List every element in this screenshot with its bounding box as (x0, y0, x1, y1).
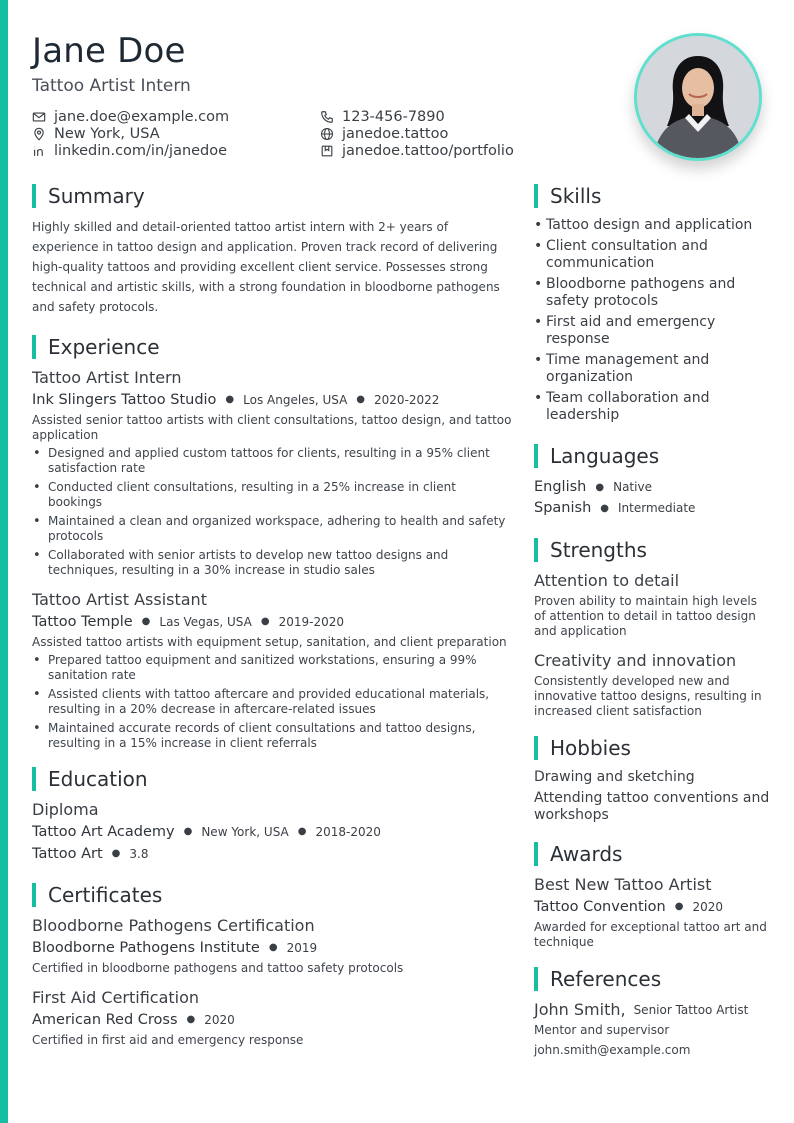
separator-dot: ● (260, 616, 270, 627)
job-location: Los Angeles, USA (243, 393, 348, 407)
language-level: Native (613, 480, 652, 494)
certificate-description: Certified in first aid and emergency response (32, 1033, 304, 1047)
summary-heading-label: Summary (48, 184, 145, 208)
certificate-name: First Aid Certification (32, 988, 200, 1007)
separator-dot: ● (356, 394, 366, 405)
job-meta (32, 612, 512, 632)
separator-dot: ● (225, 394, 235, 405)
skill-item: • Tattoo design and application (534, 217, 770, 234)
strengths-heading (534, 538, 770, 562)
field-of-study: Tattoo Art (32, 846, 103, 862)
separator-dot: ● (595, 482, 605, 493)
skills-heading (534, 184, 770, 208)
award-description: Awarded for exceptional tattoo art and technique (534, 920, 767, 949)
education-dates: 2018-2020 (315, 825, 381, 839)
achievement-item: • Assisted clients with tattoo aftercare and provided educational materials, resulting in a 20% decrease in aftercare-related issues (32, 687, 512, 717)
summary-text: Highly skilled and detail-oriented tattoo artist intern with 2+ years of experience in tattoo design and application. Proven track record of delivering high-quality tattoos and providing excellent client service. Possesses strong technical and artistic skills, with a strong foundation in bloodborne pathogens and safety protocols. (32, 220, 500, 314)
certificate-issuer: Bloodborne Pathogens Institute (32, 940, 260, 956)
profile-photo (634, 33, 762, 161)
job-achievements (32, 446, 512, 578)
skills-heading-label: Skills (550, 184, 602, 208)
section-marker (32, 883, 36, 907)
certificate-issuer: American Red Cross (32, 1012, 178, 1028)
separator-dot: ● (111, 848, 121, 859)
section-marker (32, 335, 36, 359)
separator-dot: ● (600, 503, 609, 514)
contact-website-text: janedoe.tattoo (342, 125, 449, 142)
languages-heading (534, 444, 770, 468)
section-marker (534, 967, 538, 991)
education-meta (32, 822, 512, 842)
skill-item: • Bloodborne pathogens and safety protocols (534, 276, 770, 310)
school-location: New York, USA (201, 825, 289, 839)
contact-linkedin-text: linkedin.com/in/janedoe (54, 142, 228, 159)
hobbies-heading-label: Hobbies (550, 736, 631, 760)
job-dates: 2020-2022 (374, 393, 440, 407)
summary-heading (32, 184, 512, 208)
strength-title: Attention to detail (534, 571, 680, 590)
languages-heading-label: Languages (550, 444, 660, 468)
contact-linkedin[interactable] (32, 142, 227, 159)
job-location: Las Vegas, USA (159, 615, 252, 629)
contact-portfolio[interactable] (320, 142, 514, 159)
achievement-item: • Maintained a clean and organized workspace, adhering to health and safety protocols (32, 514, 512, 544)
skill-item: • Team collaboration and leadership (534, 390, 770, 424)
achievement-item: • Maintained accurate records of client consultations and tattoo designs, resulting in a 15% increase in client referrals (32, 721, 512, 751)
experience-entry (32, 368, 512, 578)
separator-dot: ● (183, 826, 193, 837)
education-heading-label: Education (48, 767, 148, 791)
certificate-year: 2019 (286, 941, 318, 955)
strength-item (534, 571, 770, 639)
school-name: Tattoo Art Academy (32, 824, 175, 840)
reference-role: Senior Tattoo Artist (633, 1003, 749, 1017)
section-marker (534, 184, 538, 208)
map-pin-icon (32, 127, 46, 141)
job-meta (32, 390, 512, 410)
references-heading-label: References (550, 967, 662, 991)
company-name: Ink Slingers Tattoo Studio (32, 392, 217, 408)
sidebar-column (534, 184, 770, 1060)
hobbies-heading (534, 736, 770, 760)
contact-website[interactable] (320, 125, 448, 142)
gpa: 3.8 (129, 847, 149, 861)
awards-heading (534, 842, 770, 866)
achievement-item: • Prepared tattoo equipment and sanitized workstations, ensuring a 99% sanitation rate (32, 653, 512, 683)
skill-item: • Time management and organization (534, 352, 770, 386)
certificate-description: Certified in bloodborne pathogens and tattoo safety protocols (32, 961, 404, 975)
contact-location-text: New York, USA (54, 125, 160, 142)
achievement-item: • Conducted client consultations, resulting in a 25% increase in client bookings (32, 480, 512, 510)
strength-item (534, 651, 770, 719)
job-description: Assisted tattoo artists with equipment setup, sanitation, and client preparation (32, 635, 507, 649)
accent-bar (0, 0, 8, 1123)
hobby-item: Drawing and sketching (534, 769, 695, 785)
reference-relation: Mentor and supervisor (534, 1023, 670, 1037)
contact-phone[interactable] (320, 108, 445, 125)
awards-heading-label: Awards (550, 842, 623, 866)
certificate-year: 2020 (204, 1013, 235, 1027)
job-title: Tattoo Artist Assistant (32, 590, 207, 609)
language-item (534, 477, 770, 498)
contact-email[interactable] (32, 108, 229, 125)
skill-item: • Client consultation and communication (534, 238, 770, 272)
certificates-heading-label: Certificates (48, 883, 163, 907)
education-field-row (32, 844, 512, 864)
contact-phone-text: 123-456-7890 (342, 108, 445, 125)
reference-email[interactable]: john.smith@example.com (534, 1043, 691, 1057)
reference-entry (534, 1000, 770, 1060)
company-name: Tattoo Temple (32, 614, 133, 630)
candidate-title: Tattoo Artist Intern (32, 76, 191, 96)
phone-icon (320, 110, 334, 124)
certificate-name: Bloodborne Pathogens Certification (32, 916, 315, 935)
strength-title: Creativity and innovation (534, 651, 737, 670)
contact-location (32, 125, 160, 142)
job-dates: 2019-2020 (278, 615, 345, 629)
degree: Diploma (32, 800, 99, 819)
award-title: Best New Tattoo Artist (534, 875, 712, 894)
language-item (534, 498, 770, 519)
section-marker (32, 184, 36, 208)
job-achievements (32, 653, 512, 751)
candidate-name: Jane Doe (32, 31, 186, 71)
certificate-meta (32, 938, 512, 958)
education-entry (32, 800, 512, 864)
language-level: Intermediate (618, 501, 696, 515)
award-entry (534, 875, 770, 950)
section-marker (534, 736, 538, 760)
achievement-item: • Collaborated with senior artists to develop new tattoo designs and techniques, resulting in a 30% increase in studio sales (32, 548, 512, 578)
language-name: English (534, 479, 587, 495)
certificate-entry (32, 988, 512, 1050)
separator-dot: ● (268, 942, 278, 953)
section-marker (534, 842, 538, 866)
award-meta (534, 897, 770, 917)
resume-header (32, 30, 632, 160)
job-title: Tattoo Artist Intern (32, 368, 182, 387)
contact-portfolio-text: janedoe.tattoo/portfolio (342, 142, 514, 159)
award-year: 2020 (692, 900, 723, 914)
linkedin-icon (32, 144, 46, 158)
certificates-heading (32, 883, 512, 907)
separator-dot: ● (297, 826, 307, 837)
separator-dot: ● (674, 901, 684, 912)
hobby-item: Attending tattoo conventions and workshops (534, 790, 770, 823)
contact-email-text: jane.doe@example.com (54, 108, 230, 125)
section-marker (32, 767, 36, 791)
globe-icon (320, 127, 334, 141)
reference-header (534, 1000, 770, 1020)
skills-list (534, 217, 770, 424)
contact-list (32, 108, 632, 160)
separator-dot: ● (141, 616, 151, 627)
main-column (32, 184, 512, 1050)
strength-description: Consistently developed new and innovative tattoo designs, resulting in increased client satisfaction (534, 674, 762, 718)
experience-entry (32, 590, 512, 751)
experience-heading-label: Experience (48, 335, 160, 359)
achievement-item: • Designed and applied custom tattoos for clients, resulting in a 95% client satisfaction rate (32, 446, 512, 476)
reference-name: John Smith, (534, 1000, 626, 1019)
mail-icon (32, 110, 46, 124)
section-marker (534, 538, 538, 562)
bookmark-icon (320, 144, 334, 158)
certificate-meta (32, 1010, 512, 1030)
certificate-entry (32, 916, 512, 978)
skill-item: • First aid and emergency response (534, 314, 770, 348)
job-description: Assisted senior tattoo artists with client consultations, tattoo design, and tattoo application (32, 413, 512, 442)
strengths-heading-label: Strengths (550, 538, 647, 562)
award-issuer: Tattoo Convention (534, 899, 666, 915)
separator-dot: ● (186, 1014, 196, 1025)
references-heading (534, 967, 770, 991)
strength-description: Proven ability to maintain high levels of attention to detail in tattoo design and application (534, 594, 757, 638)
education-heading (32, 767, 512, 791)
section-marker (534, 444, 538, 468)
avatar-illustration (637, 36, 759, 158)
language-name: Spanish (534, 500, 592, 516)
experience-heading (32, 335, 512, 359)
